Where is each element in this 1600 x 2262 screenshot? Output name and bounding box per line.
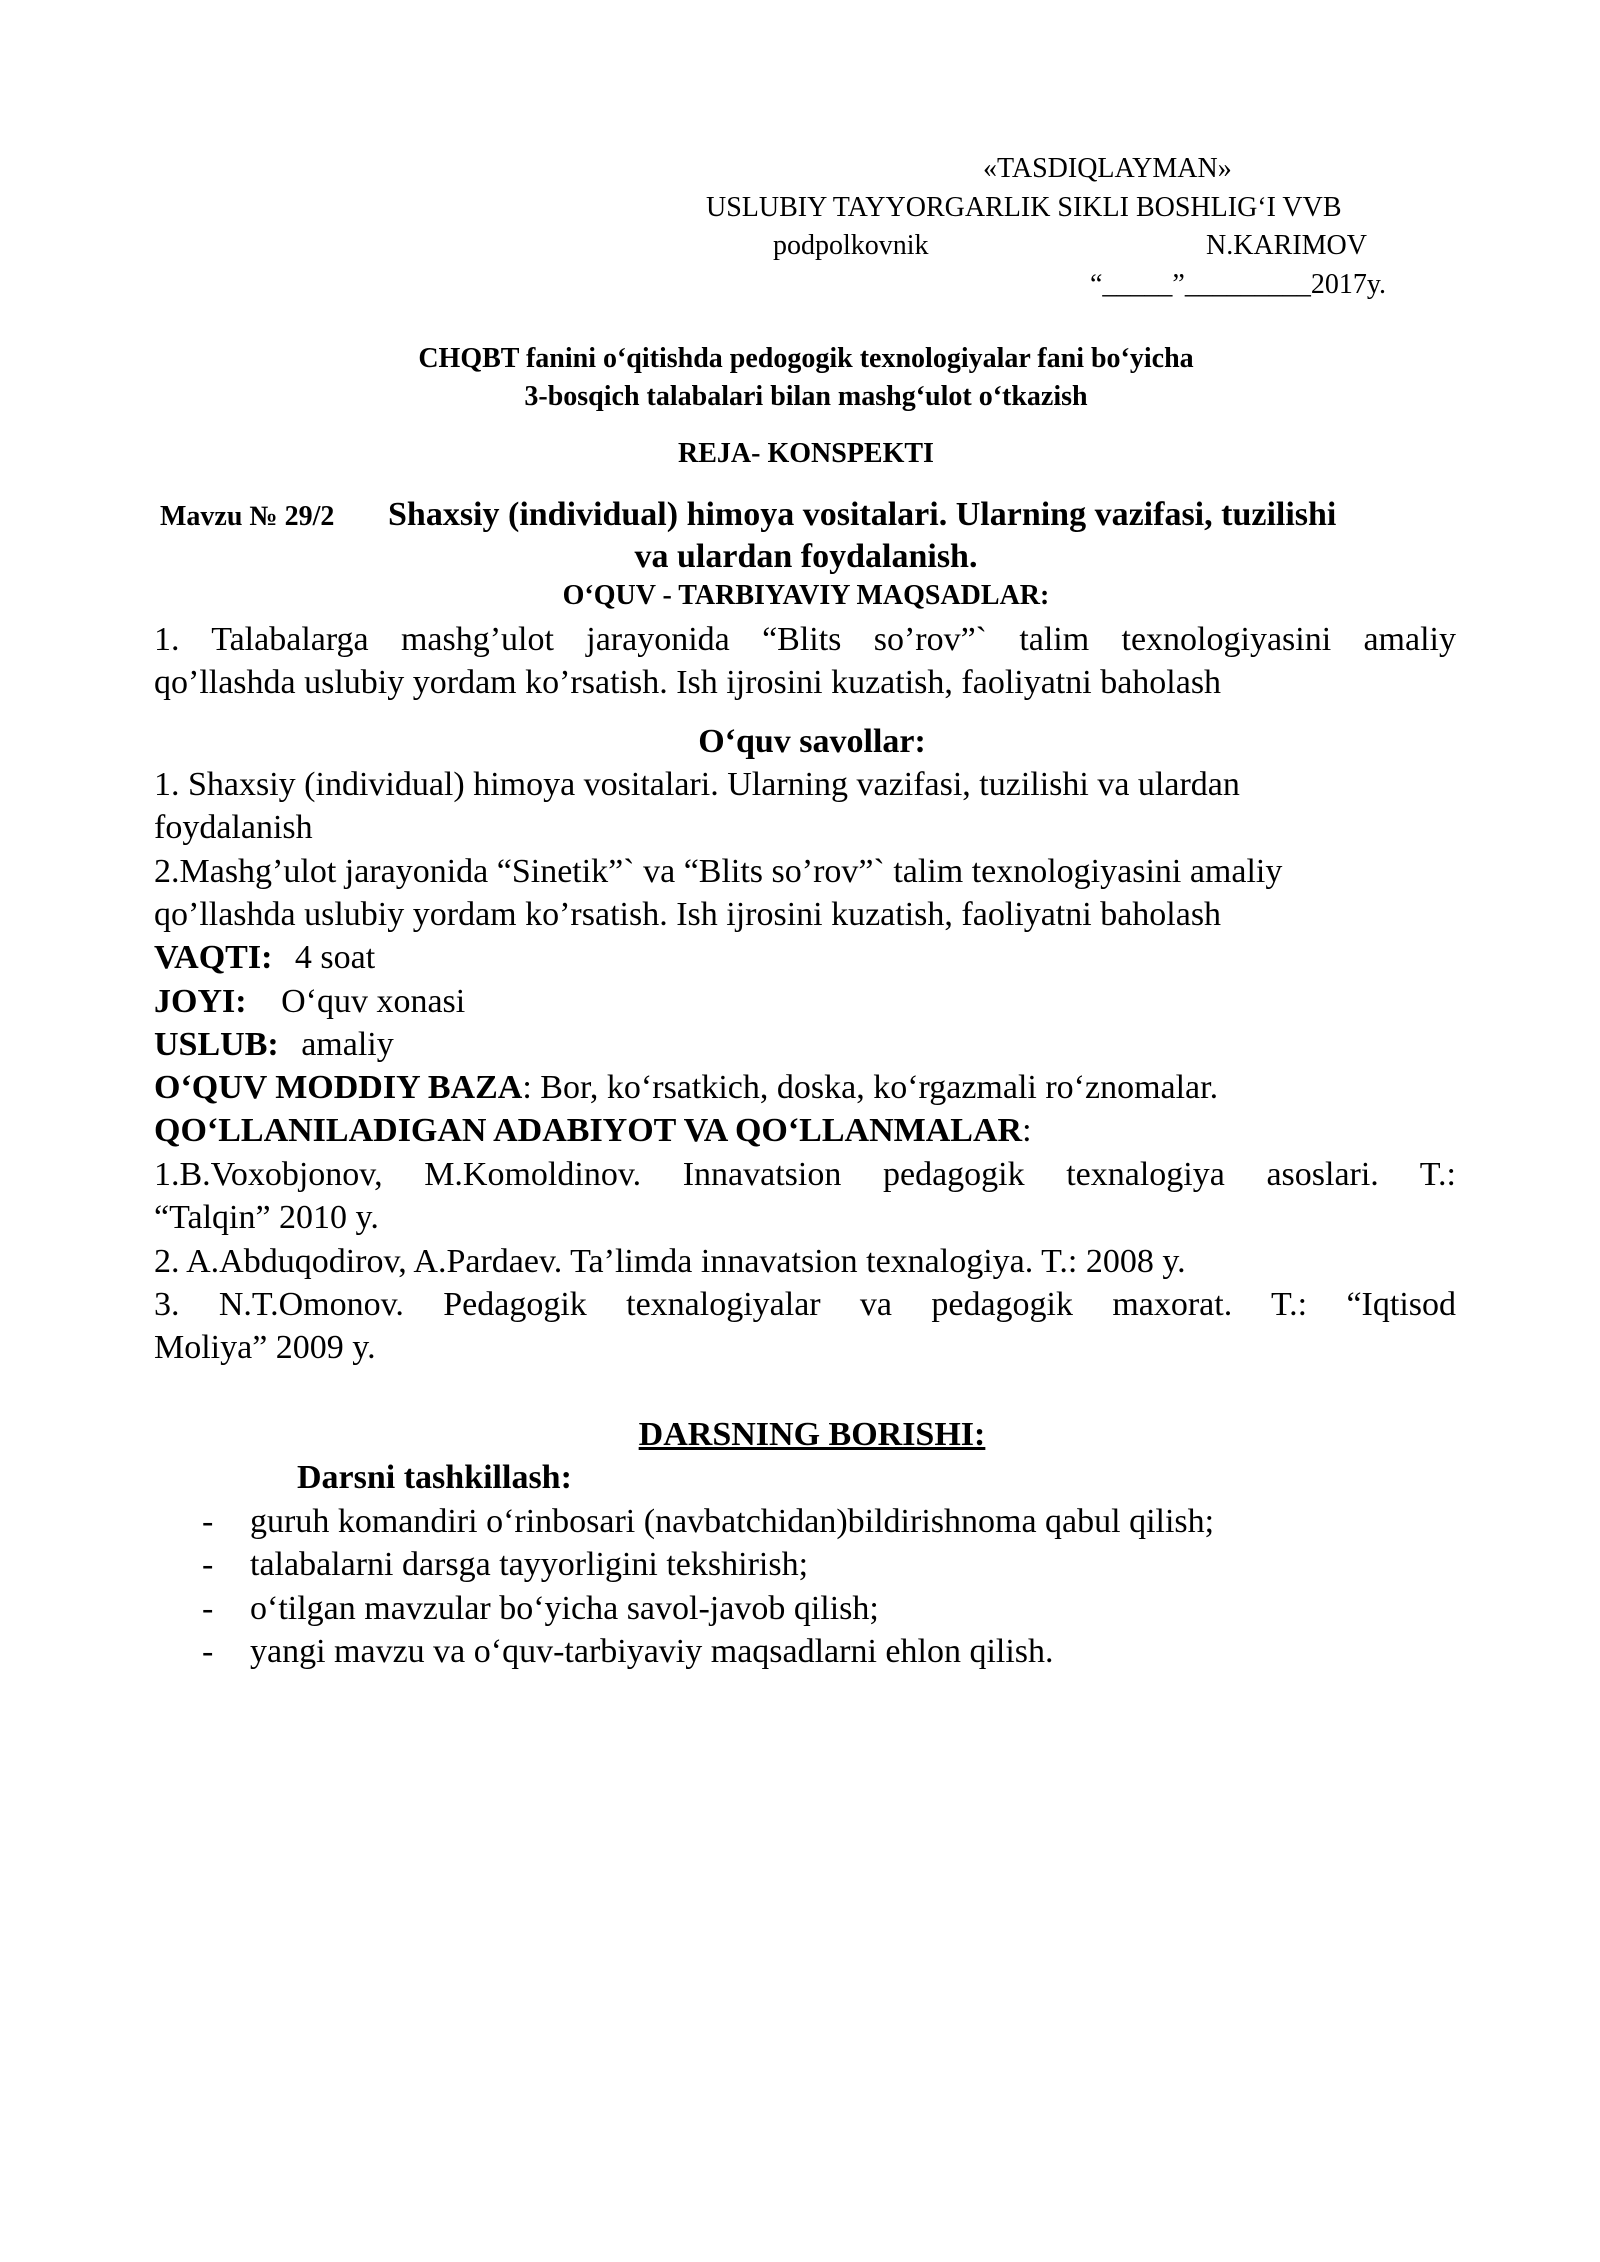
approval-rank: podpolkovnik bbox=[773, 230, 929, 261]
topic-label: Mavzu № 29/2 bbox=[160, 501, 335, 532]
base-row bbox=[154, 1066, 1218, 1109]
time-row bbox=[154, 936, 375, 979]
questions-heading: O‘quv savollar: bbox=[698, 723, 926, 760]
lesson-step: yangi mavzu va o‘quv-tarbiyaviy maqsadlarni ehlon qilish. bbox=[250, 1633, 1054, 1670]
question-1-line2: foydalanish bbox=[154, 809, 313, 846]
base-label: O‘QUV MODDIY BAZA bbox=[154, 1069, 523, 1106]
goals-heading: O‘QUV - TARBIYAVIY MAQSADLAR: bbox=[562, 580, 1050, 611]
lesson-step: talabalarni darsga tayyorligini tekshirish; bbox=[250, 1546, 809, 1583]
literature-heading: QO‘LLANILADIGAN ADABIYOT VA QO‘LLANMALAR bbox=[154, 1112, 1023, 1149]
literature-item-3-line1: 3. N.T.Omonov. Pedagogik texnalogiyalar va pedagogik maxorat. T.: “Iqtisod bbox=[154, 1286, 1456, 1323]
lesson-step-bullet: - bbox=[202, 1633, 214, 1670]
method-label: USLUB: bbox=[154, 1026, 279, 1063]
place-value: O‘quv xonasi bbox=[281, 983, 466, 1020]
question-1-line1: 1. Shaxsiy (individual) himoya vositalari. Ularning vazifasi, tuzilishi va ulardan bbox=[154, 766, 1240, 803]
lesson-step-bullet: - bbox=[202, 1590, 214, 1627]
method-value: amaliy bbox=[301, 1026, 394, 1063]
literature-item-1-line2: “Talqin” 2010 y. bbox=[154, 1199, 379, 1236]
time-label: VAQTI: bbox=[154, 939, 273, 976]
literature-item-3-line2: Moliya” 2009 y. bbox=[154, 1329, 376, 1366]
literature-heading-colon: : bbox=[1022, 1112, 1032, 1149]
lesson-step: guruh komandiri o‘rinbosari (navbatchidan)bildirishnoma qabul qilish; bbox=[250, 1503, 1215, 1540]
goals-line1: 1. Talabalarga mashg’ulot jarayonida “Blits so’rov”` talim texnologiyasini amaliy bbox=[154, 621, 1456, 658]
approval-date: “_____”_________2017y. bbox=[1090, 269, 1387, 300]
approval-name: N.KARIMOV bbox=[1206, 230, 1367, 261]
approval-title: «TASDIQLAYMAN» bbox=[983, 153, 1232, 184]
literature-item-1-line1: 1.B.Voxobjonov, M.Komoldinov. Innavatsion pedagogik texnalogiya asoslari. T.: bbox=[154, 1156, 1456, 1193]
method-row bbox=[154, 1023, 394, 1066]
lesson-subheading: Darsni tashkillash: bbox=[297, 1459, 572, 1496]
approval-position: USLUBIY TAYYORGARLIK SIKLI BOSHLIG‘I VVB bbox=[706, 192, 1342, 223]
place-row bbox=[154, 980, 465, 1023]
goals-line2: qo’llashda uslubiy yordam ko’rsatish. Ish ijrosini kuzatish, faoliyatni baholash bbox=[154, 664, 1222, 701]
question-2-line1: 2.Mashg’ulot jarayonida “Sinetik”` va “Blits so’rov”` talim texnologiyasini amaliy bbox=[154, 853, 1283, 890]
literature-heading-row bbox=[154, 1109, 1032, 1152]
base-value: : Bor, ko‘rsatkich, doska, ko‘rgazmali ro‘znomalar. bbox=[522, 1069, 1219, 1106]
lesson-step-bullet: - bbox=[202, 1546, 214, 1583]
place-label: JOYI: bbox=[154, 983, 247, 1020]
lesson-step: o‘tilgan mavzular bo‘yicha savol-javob qilish; bbox=[250, 1590, 879, 1627]
literature-item-2: 2. A.Abduqodirov, A.Pardaev. Ta’limda innavatsion texnalogiya. T.: 2008 y. bbox=[154, 1243, 1186, 1280]
lesson-step-bullet: - bbox=[202, 1503, 214, 1540]
topic-title-line2: va ulardan foydalanish. bbox=[634, 538, 978, 575]
question-2-line2: qo’llashda uslubiy yordam ko’rsatish. Ish ijrosini kuzatish, faoliyatni baholash bbox=[154, 896, 1222, 933]
header-line2: 3-bosqich talabalari bilan mashg‘ulot o‘tkazish bbox=[524, 381, 1088, 412]
topic-title-line1: Shaxsiy (individual) himoya vositalari. Ularning vazifasi, tuzilishi bbox=[388, 496, 1337, 533]
document-type: REJA- KONSPEKTI bbox=[678, 438, 934, 469]
time-value: 4 soat bbox=[294, 939, 376, 976]
lesson-heading: DARSNING BORISHI: bbox=[638, 1416, 986, 1453]
header-line1: CHQBT fanini o‘qitishda pedogogik texnologiyalar fani bo‘yicha bbox=[418, 343, 1194, 374]
